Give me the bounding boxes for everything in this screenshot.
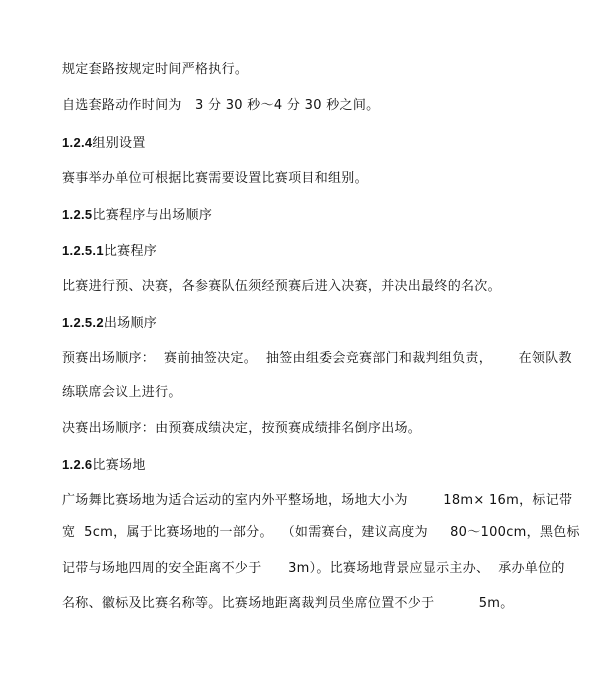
- section-heading-1-2-4: [62, 135, 146, 152]
- section-title: 比赛场地: [92, 458, 146, 473]
- section-heading-1-2-5-1: [62, 243, 157, 260]
- section-title: 比赛程序与出场顺序: [92, 208, 213, 223]
- section-heading-1-2-5: [62, 207, 212, 224]
- section-number: 1.2.6: [62, 457, 93, 472]
- section-number: 1.2.5: [62, 207, 93, 222]
- section-number: 1.2.4: [62, 135, 93, 150]
- section-heading-1-2-6: [62, 457, 146, 474]
- paragraph-free-routine-time: 自选套路动作时间为 3 分 30 秒～4 分 30 秒之间。: [62, 98, 380, 113]
- paragraph-venue-line-1: 广场舞比赛场地为适合运动的室内外平整场地，场地大小为 18m× 16m，标记带: [62, 493, 573, 508]
- section-number: 1.2.5.2: [62, 315, 104, 330]
- section-title: 出场顺序: [103, 316, 158, 331]
- section-heading-1-2-5-2: [62, 315, 157, 332]
- paragraph-venue-line-4: 名称、徽标及比赛名称等。比赛场地距离裁判员坐席位置不少于 5m。: [62, 596, 514, 611]
- paragraph-final-order: 决赛出场顺序：由预赛成绩决定，按预赛成绩排名倒序出场。: [62, 421, 422, 436]
- section-title: 组别设置: [92, 136, 146, 151]
- paragraph-prelim-order-line-2: 练联席会议上进行。: [62, 385, 182, 400]
- paragraph-venue-line-3: 记带与场地四周的安全距离不少于 3m）。比赛场地背景应显示主办、 承办单位的: [62, 561, 565, 576]
- paragraph-venue-line-2: 宽 5cm，属于比赛场地的一部分。 （如需赛台，建议高度为 80～100cm，黑色标: [62, 525, 580, 540]
- paragraph-groups: 赛事举办单位可根据比赛需要设置比赛项目和组别。: [62, 171, 368, 186]
- paragraph-prelim-order-line-1: 预赛出场顺序： 赛前抽签决定。 抽签由组委会竞赛部门和裁判组负责， 在领队教: [62, 351, 572, 366]
- section-number: 1.2.5.1: [62, 243, 104, 258]
- paragraph-procedure: 比赛进行预、决赛，各参赛队伍须经预赛后进入决赛，并决出最终的名次。: [62, 279, 501, 294]
- paragraph-rule-end: 规定套路按规定时间严格执行。: [62, 62, 249, 77]
- section-title: 比赛程序: [103, 244, 158, 259]
